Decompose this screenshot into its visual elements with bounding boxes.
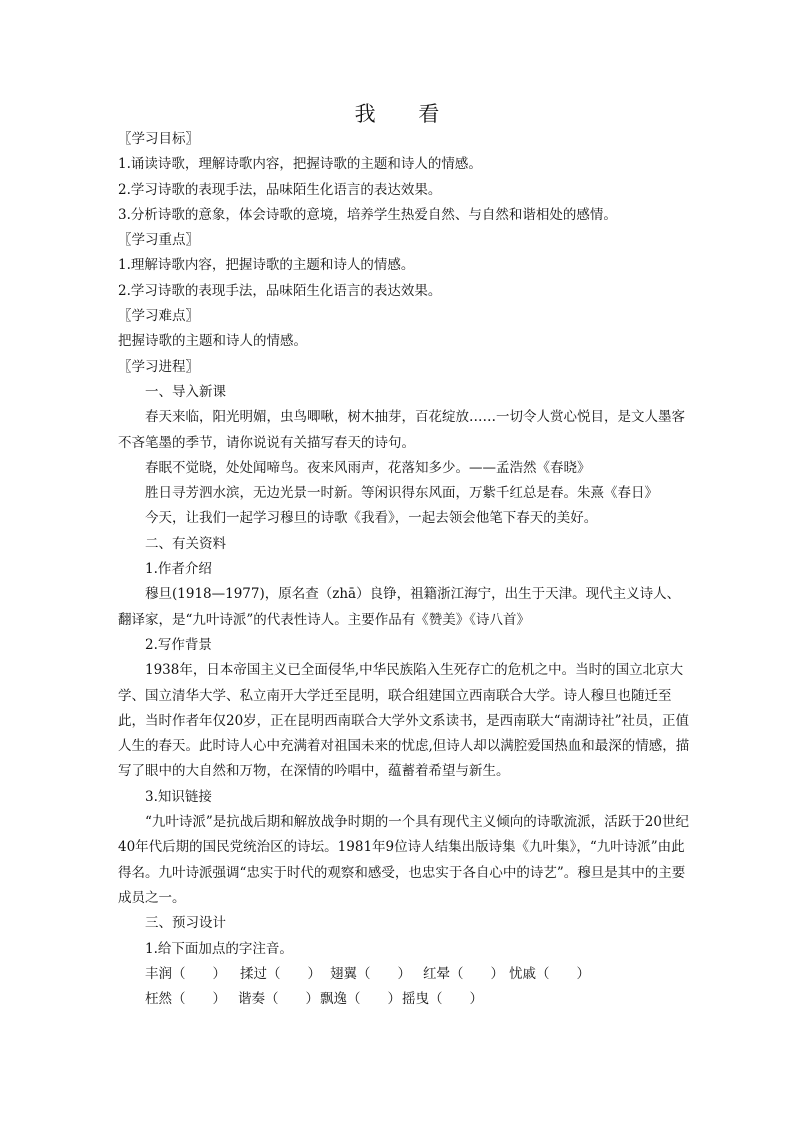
poem-quote: 胜日寻芳泗水滨，无边光景一时新。等闲识得东风面，万紫千红总是春。朱熹《春日》 <box>145 485 658 502</box>
knowledge-text: “九叶诗派”是抗战后期和解放战争时期的一个具有现代主义倾向的诗歌流派，活跃于20世纪40年代后期的国民党统治区的诗坛。1981年9位诗人结集出版诗集《九叶集》，“九叶诗派”由此得名。九叶诗派强调“忠实于时代的观察和感受，也忠实于各自心中的诗艺”。穆旦是其中的主要成员之一。 <box>118 814 689 906</box>
preview-heading: 三、预习设计 <box>145 915 226 932</box>
process-header: 〖学习进程〗 <box>118 358 199 375</box>
key-point-item: 2.学习诗歌的表现手法，品味陌生化语言的表达效果。 <box>118 282 442 299</box>
key-points-header: 〖学习重点〗 <box>118 232 199 249</box>
pinyin-blank[interactable]: 谐奏（ ） <box>238 991 319 1008</box>
page-title: 我 看 <box>354 102 458 126</box>
intro-paragraph: 春天来临，阳光明媚，虫鸟唧啾，树木抽芽，百花绽放……一切令人赏心悦目，是文人墨客不吝笔墨的季节，请你说说有关描写春天的诗句。 <box>118 409 685 451</box>
pinyin-blank[interactable]: 翅翼（ ） <box>330 965 411 982</box>
document-body <box>118 127 690 1012</box>
key-point-item: 1.理解诗歌内容，把握诗歌的主题和诗人的情感。 <box>118 257 415 274</box>
objective-item: 3.分析诗歌的意象，体会诗歌的意境，培养学生热爱自然、与自然和谐相处的感情。 <box>118 206 617 223</box>
pinyin-blank[interactable]: 丰润（ ） <box>145 965 226 982</box>
pinyin-blank[interactable]: 枉然（ ） <box>145 991 226 1008</box>
difficulty-header: 〖学习难点〗 <box>118 308 199 325</box>
pinyin-blank[interactable]: 忧戚（ ） <box>509 965 590 982</box>
background-heading: 2.写作背景 <box>145 636 212 653</box>
objectives-header: 〖学习目标〗 <box>118 131 199 147</box>
materials-heading: 二、有关资料 <box>145 535 226 552</box>
knowledge-heading: 3.知识链接 <box>145 788 212 805</box>
pinyin-blank[interactable]: 揉过（ ） <box>240 965 321 982</box>
pinyin-blank[interactable]: 飘逸（ ） <box>320 991 401 1008</box>
pinyin-row <box>118 987 690 1012</box>
intro-heading: 一、导入新课 <box>145 383 226 400</box>
author-text: 穆旦(1918—1977)，原名查（zhā）良铮，祖籍浙江海宁，出生于天津。现代主义诗人、翻译家，是“九叶诗派”的代表性诗人。主要作品有《赞美》《诗八首》 <box>118 586 681 628</box>
poem-quote: 春眠不觉晓，处处闻啼鸟。夜来风雨声，花落知多少。——孟浩然《春晓》 <box>145 459 591 476</box>
pinyin-blank[interactable]: 红晕（ ） <box>423 965 504 982</box>
pinyin-blank[interactable]: 摇曳（ ） <box>402 991 483 1008</box>
difficulty-text: 把握诗歌的主题和诗人的情感。 <box>118 333 307 350</box>
author-heading: 1.作者介绍 <box>145 561 212 578</box>
objective-item: 2.学习诗歌的表现手法，品味陌生化语言的表达效果。 <box>118 181 442 198</box>
objective-item: 1.诵读诗歌，理解诗歌内容，把握诗歌的主题和诗人的情感。 <box>118 156 482 173</box>
background-text: 1938年，日本帝国主义已全面侵华,中华民族陷入生死存亡的危机之中。当时的国立北京大学、国立清华大学、私立南开大学迁至昆明，联合组建国立西南联合大学。诗人穆旦也随迁至此，当时作者年仅20岁，正在昆明西南联合大学外文系读书，是西南联大“南湖诗社”社员，正值人生的春天。此时诗人心中充满着对祖国未来的忧虑,但诗人却以满腔爱国热血和最深的情感，描写了眼中的大自然和万物，在深情的吟唱中，蕴蓄着希望与新生。 <box>118 662 690 780</box>
pinyin-row <box>118 962 690 987</box>
intro-paragraph: 今天，让我们一起学习穆旦的诗歌《我看》，一起去领会他笔下春天的美好。 <box>145 510 598 527</box>
preview-question: 1.给下面加点的字注音。 <box>145 940 293 957</box>
